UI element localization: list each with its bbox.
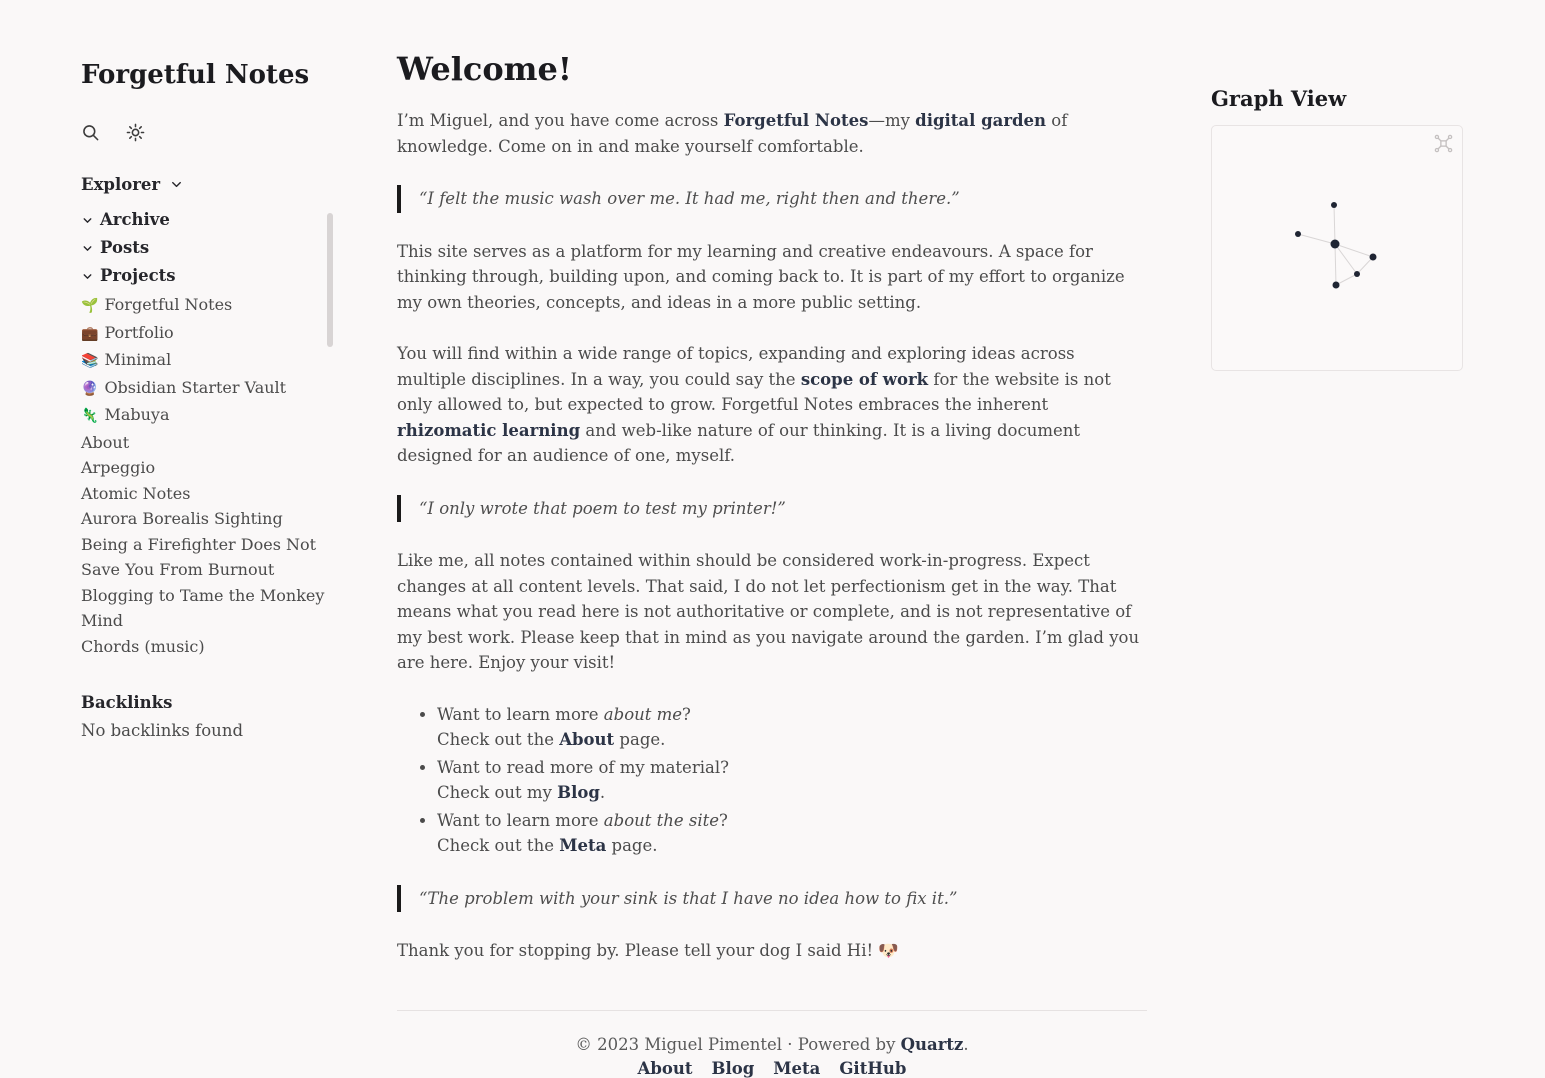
chevron-down-icon	[81, 270, 94, 283]
graph-node[interactable]	[1370, 254, 1377, 261]
explorer-toggle[interactable]	[81, 175, 331, 194]
inline-link[interactable]: Meta	[559, 836, 607, 855]
list-line	[437, 808, 1147, 834]
inline-link[interactable]: Blog	[557, 783, 600, 802]
file-label: Portfolio	[104, 322, 174, 342]
article	[397, 0, 1147, 1078]
text-segment: and web-like nature of our thinking. It is a living document designed for an audience of one, myself.	[397, 420, 1081, 465]
graph-node[interactable]	[1331, 202, 1337, 208]
text-segment: page.	[606, 836, 658, 855]
text-segment: Want to learn more	[437, 704, 604, 724]
text-segment: ?	[719, 810, 728, 830]
graph-edge	[1298, 234, 1335, 244]
text-segment: .	[963, 1034, 969, 1054]
paragraph-scope	[397, 341, 1147, 469]
backlinks-title: Backlinks	[81, 693, 173, 712]
graph-view-panel[interactable]	[1211, 125, 1463, 371]
inline-link[interactable]: About	[559, 730, 615, 749]
paragraph-intro	[397, 108, 1147, 159]
file-label: Minimal	[104, 350, 172, 369]
blockquote-sink: “The problem with your sink is that I have no idea how to fix it.”	[397, 885, 1147, 913]
folder-label: Projects	[100, 266, 176, 285]
text-segment: .	[599, 783, 606, 802]
text-segment: about the site	[603, 810, 720, 830]
file-portfolio[interactable]	[81, 320, 331, 348]
text-segment: I’m Miguel, and you have come across	[397, 111, 724, 130]
copyright-line	[397, 1035, 1147, 1054]
crystal-ball-emoji-icon: 🔮	[81, 380, 99, 397]
text-segment: for the website is not only allowed to, but expected to grow. Forgetful Notes embraces the inherent	[397, 369, 1111, 414]
graph-edge	[1357, 257, 1373, 274]
file-obsidian-starter-vault[interactable]	[81, 375, 331, 403]
footer-link-meta[interactable]: Meta	[773, 1058, 821, 1078]
theme-toggle-sun-icon[interactable]	[125, 122, 146, 143]
text-segment: Check out the	[437, 836, 560, 855]
file-label: Obsidian Starter Vault	[104, 377, 287, 397]
text-segment: Want to learn more	[437, 810, 604, 830]
text-segment: —my	[868, 111, 916, 130]
file-arpeggio[interactable]: Arpeggio	[81, 458, 156, 477]
footer-divider	[397, 1010, 1147, 1011]
footer-link-github[interactable]: GitHub	[839, 1058, 907, 1078]
text-segment: page.	[614, 730, 666, 749]
right-sidebar	[1211, 0, 1463, 371]
text-segment: about me	[603, 704, 683, 724]
file-chords-music[interactable]: Chords (music)	[81, 636, 205, 656]
graph-edge	[1335, 244, 1373, 257]
footer-links	[397, 1059, 1147, 1078]
explorer-file-list	[81, 292, 331, 659]
graph-node[interactable]	[1331, 240, 1340, 249]
file-about[interactable]: About	[81, 432, 130, 452]
explorer	[81, 175, 331, 659]
site-title[interactable]: Forgetful Notes	[81, 60, 310, 90]
list-item	[437, 702, 1147, 753]
file-minimal[interactable]	[81, 347, 331, 375]
file-atomic-notes[interactable]: Atomic Notes	[81, 483, 191, 503]
folder-label: Posts	[100, 238, 150, 257]
chevron-down-icon	[81, 214, 94, 227]
graph-expand-icon[interactable]	[1433, 133, 1454, 158]
blockquote-music: “I felt the music wash over me. It had me, right then and there.”	[397, 185, 1147, 213]
inline-link[interactable]: digital garden	[915, 111, 1047, 130]
backlinks-empty-message: No backlinks found	[81, 721, 244, 740]
folder-posts[interactable]	[81, 234, 331, 262]
welcome-list	[397, 702, 1147, 859]
file-forgetful-notes[interactable]	[81, 292, 331, 320]
list-line	[437, 727, 1147, 753]
backlinks-panel	[81, 693, 331, 740]
graph-edge	[1335, 244, 1336, 285]
list-line	[437, 833, 1147, 859]
graph-edge	[1334, 205, 1335, 244]
list-line	[437, 702, 1147, 728]
folder-projects[interactable]	[81, 262, 331, 290]
text-segment: © 2023 Miguel Pimentel · Powered by	[575, 1034, 901, 1054]
list-item	[437, 808, 1147, 859]
list-line	[437, 755, 1147, 781]
chevron-down-icon	[169, 177, 184, 192]
list-line	[437, 780, 1147, 806]
graph-node[interactable]	[1333, 282, 1340, 289]
text-segment: You will find within a wide range of topics, expanding and exploring ideas across multiple disciplines. In a way, you could say the	[397, 344, 1075, 389]
file-aurora-borealis-sighting[interactable]: Aurora Borealis Sighting	[81, 509, 283, 528]
briefcase-emoji-icon: 💼	[81, 325, 99, 342]
chevron-down-icon	[81, 242, 94, 255]
text-segment: Want to read more of my material?	[437, 757, 729, 777]
footer	[397, 1035, 1147, 1078]
lizard-emoji-icon: 🦎	[81, 408, 99, 424]
graph-view-title: Graph View	[1211, 86, 1347, 111]
explorer-scrollbar[interactable]	[327, 213, 333, 347]
sidebar-icon-row	[81, 122, 331, 143]
folder-label: Archive	[100, 210, 170, 229]
text-segment: Thank you for stopping by. Please tell your dog I said Hi!	[397, 941, 879, 960]
paragraph-wip: Like me, all notes contained within should be considered work-in-progress. Expect changes at all content levels. That said, I do not let perfectionism get in the way. That means what you read here is not authoritative or complete, and is not representative of my best work. Please keep that in mind as you navigate around the garden. I’m glad you are here. Enjoy your visit!	[397, 551, 1140, 672]
graph-edge	[1335, 244, 1357, 274]
books-emoji-icon: 📚	[81, 353, 99, 369]
inline-link[interactable]: scope of work	[800, 369, 929, 389]
sidebar	[81, 0, 331, 740]
page-title: Welcome!	[397, 50, 572, 88]
text-segment: of knowledge. Come on in and make yourself comfortable.	[397, 111, 1068, 156]
search-icon[interactable]	[81, 123, 100, 142]
graph-node[interactable]	[1295, 231, 1301, 237]
inline-link[interactable]: Quartz	[900, 1034, 964, 1054]
blockquote-printer: “I only wrote that poem to test my printer!”	[397, 495, 1147, 523]
seedling-emoji-icon: 🌱	[81, 298, 99, 314]
file-being-a-firefighter[interactable]: Being a Firefighter Does Not Save You From Burnout	[81, 534, 317, 579]
text-segment: ?	[682, 704, 691, 724]
text-segment: 🐶	[878, 941, 899, 960]
inline-link[interactable]: Forgetful Notes	[723, 111, 869, 130]
paragraph-platform: This site serves as a platform for my learning and creative endeavours. A space for thinking through, building upon, and coming back to. It is part of my effort to organize my own theories, concepts, and ideas in a more public setting.	[397, 241, 1125, 312]
file-label: Mabuya	[104, 405, 170, 424]
file-mabuya[interactable]	[81, 402, 331, 430]
list-item	[437, 755, 1147, 806]
graph-edge	[1336, 274, 1357, 285]
file-blogging-to-tame[interactable]: Blogging to Tame the Monkey Mind	[81, 585, 325, 630]
folder-archive[interactable]	[81, 206, 331, 234]
graph-canvas[interactable]	[1212, 126, 1462, 370]
inline-link[interactable]: rhizomatic learning	[397, 420, 581, 440]
footer-link-about[interactable]: About	[637, 1058, 693, 1078]
file-label: Forgetful Notes	[104, 295, 233, 314]
footer-link-blog[interactable]: Blog	[711, 1058, 755, 1078]
text-segment: Check out my	[437, 783, 558, 802]
graph-node[interactable]	[1354, 271, 1360, 277]
paragraph-thanks	[397, 938, 1147, 964]
text-segment: Check out the	[437, 730, 560, 749]
explorer-label: Explorer	[81, 175, 161, 194]
